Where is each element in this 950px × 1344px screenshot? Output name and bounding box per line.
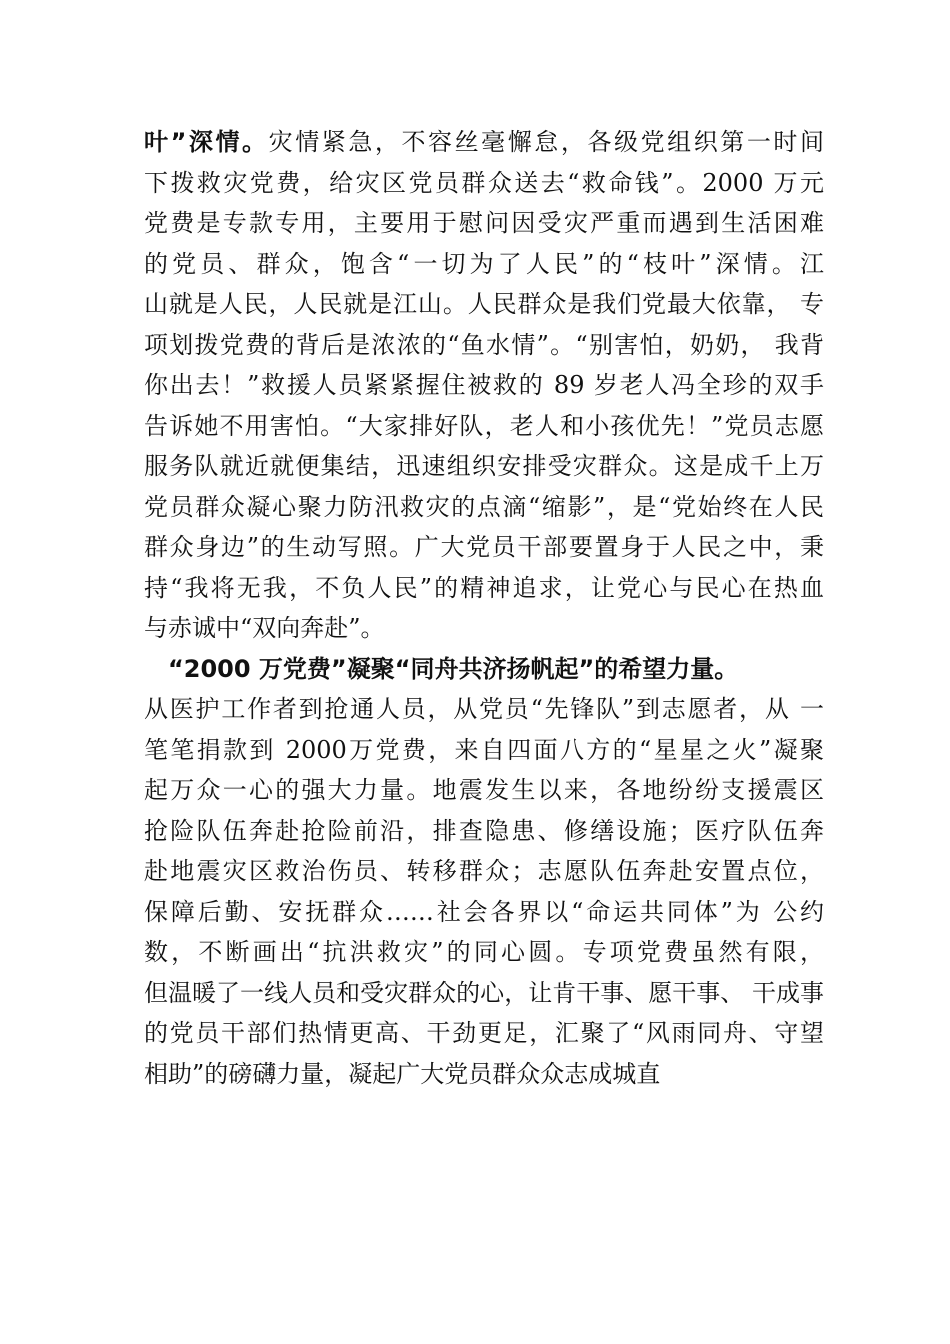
paragraph-2-line: 数，不断画出“抗洪救灾”的同心圆。专项党费虽然有限， xyxy=(144,938,824,966)
paragraph-2-line: 相助”的磅礴力量，凝起广大党员群众众志成城直 xyxy=(144,1059,661,1088)
paragraph-1-line: 山就是人民，人民就是江山。人民群众是我们党最大依靠， 专 xyxy=(144,290,824,318)
paragraph-2-line: 但温暖了一线人员和受灾群众的心，让肯干事、愿干事、 干成事 xyxy=(144,978,824,1007)
paragraph-1-line: 项划拨党费的背后是浓浓的“鱼水情”。“别害怕，奶奶， 我背 xyxy=(144,330,824,359)
paragraph-2-heading: “2000 万党费”凝聚“同舟共济扬帆起”的希望力量。 xyxy=(168,654,739,683)
line-text: 灾情紧急，不容丝毫懈怠，各级党组织第一时间 xyxy=(268,128,824,156)
paragraph-2-line: 赴地震灾区救治伤员、转移群众；志愿队伍奔赴安置点位， xyxy=(144,857,824,885)
paragraph-1-line: 群众身边”的生动写照。广大党员干部要置身于人民之中，秉 xyxy=(144,533,824,561)
paragraph-2-line: 的党员干部们热情更高、干劲更足，汇聚了“风雨同舟、守望 xyxy=(144,1019,824,1047)
paragraph-2-line: 保障后勤、安抚群众……社会各界以“命运共同体”为 公约 xyxy=(144,897,824,926)
paragraph-1-line: 与赤诚中“双向奔赴”。 xyxy=(144,614,385,642)
paragraph-1-line: 告诉她不用害怕。“大家排好队，老人和小孩优先！”党员志愿 xyxy=(144,411,824,440)
paragraph-1-line: 党费是专款专用，主要用于慰问因受灾严重而遇到生活困难 xyxy=(144,209,824,237)
bold-phrase: 叶”深情。 xyxy=(144,128,269,156)
paragraph-1-line: 的党员、群众，饱含“一切为了人民”的“枝叶”深情。江 xyxy=(144,249,824,278)
paragraph-2-line: 抢险队伍奔赴抢险前沿，排查隐患、修缮设施；医疗队伍奔 xyxy=(144,816,824,845)
paragraph-2-line: 起万众一心的强大力量。地震发生以来，各地纷纷支援震区 xyxy=(144,776,824,804)
paragraph-2-line: 从医护工作者到抢通人员，从党员“先锋队”到志愿者，从 一 xyxy=(144,695,824,723)
paragraph-1-line: 持“我将无我，不负人民”的精神追求，让党心与民心在热血 xyxy=(144,573,824,602)
body-text xyxy=(144,122,824,1094)
paragraph-1-line: 下拨救灾党费，给灾区党员群众送去“救命钱”。2000 万元 xyxy=(144,168,824,197)
paragraph-1-line: 服务队就近就便集结，迅速组织安排受灾群众。这是成千上万 xyxy=(144,452,824,480)
paragraph-2-line: 笔笔捐款到 2000万党费，来自四面八方的“星星之火”凝聚 xyxy=(144,735,824,764)
paragraph-1-line-1 xyxy=(144,122,824,163)
paragraph-1-line: 党员群众凝心聚力防汛救灾的点滴“缩影”，是“党始终在人民 xyxy=(144,492,824,521)
paragraph-1-line: 你出去！”救援人员紧紧握住被救的 89 岁老人冯全珍的双手 xyxy=(144,371,824,399)
